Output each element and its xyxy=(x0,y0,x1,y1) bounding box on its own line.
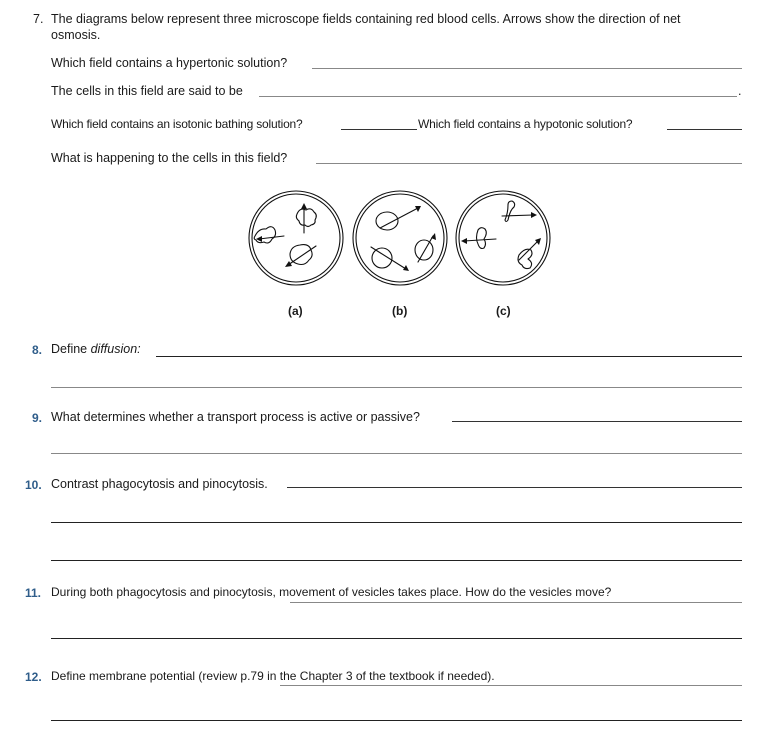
answer-line[interactable] xyxy=(452,421,742,422)
answer-line[interactable] xyxy=(316,163,742,164)
prompt-hypertonic: Which field contains a hypertonic solution? xyxy=(51,56,288,70)
normal-cell xyxy=(376,212,398,230)
microscope-field-b xyxy=(353,191,447,285)
normal-cell xyxy=(415,240,433,260)
field-label-a: (a) xyxy=(288,304,303,318)
question-text-continued: osmosis. xyxy=(51,28,101,42)
question-term: diffusion: xyxy=(90,342,141,356)
question-text: Contrast phagocytosis and pinocytosis. xyxy=(51,477,268,491)
question-number: 10. xyxy=(25,478,42,492)
answer-line[interactable] xyxy=(51,522,742,523)
question-text-prefix: Define xyxy=(51,342,91,356)
answer-line[interactable] xyxy=(290,602,742,603)
question-number: 8. xyxy=(32,343,43,357)
question-text: Define membrane potential (review p.79 in the Chapter 3 of the textbook if needed). xyxy=(51,669,495,683)
answer-line[interactable] xyxy=(51,560,742,561)
question-text: The diagrams below represent three microscope fields containing red blood cells. Arrows show the direction of net xyxy=(51,12,681,26)
period: . xyxy=(738,84,742,98)
prompt-isotonic: Which field contains an isotonic bathing solution? xyxy=(51,117,303,131)
question-number: 11. xyxy=(25,586,42,600)
answer-line[interactable] xyxy=(156,356,742,357)
answer-line[interactable] xyxy=(51,387,742,388)
prompt-happening: What is happening to the cells in this field? xyxy=(51,151,288,165)
question-number: 9. xyxy=(32,411,43,425)
swollen-cell xyxy=(505,201,515,222)
swollen-cell xyxy=(477,228,487,249)
answer-line[interactable] xyxy=(341,129,417,130)
field-label-b: (b) xyxy=(392,304,408,318)
answer-line[interactable] xyxy=(51,720,742,721)
answer-line[interactable] xyxy=(280,685,742,686)
answer-line[interactable] xyxy=(51,453,742,454)
question-text xyxy=(51,342,141,357)
answer-line[interactable] xyxy=(259,96,737,97)
question-text: What determines whether a transport process is active or passive? xyxy=(51,410,420,424)
answer-line[interactable] xyxy=(287,487,742,488)
question-number: 7. xyxy=(33,12,44,26)
question-text: During both phagocytosis and pinocytosis, movement of vesicles takes place. How do the vesicles move? xyxy=(51,585,612,599)
microscope-field-c xyxy=(456,191,550,285)
crenated-cell xyxy=(254,227,275,243)
answer-line[interactable] xyxy=(51,638,742,639)
microscope-field-a xyxy=(249,191,343,285)
crenated-cell xyxy=(296,209,316,227)
question-number: 12. xyxy=(25,670,42,684)
prompt-said-to-be: The cells in this field are said to be xyxy=(51,84,243,98)
prompt-hypotonic: Which field contains a hypotonic solution? xyxy=(418,117,633,131)
answer-line[interactable] xyxy=(312,68,742,69)
microscope-fields-diagram xyxy=(240,188,560,288)
answer-line[interactable] xyxy=(667,129,742,130)
field-label-c: (c) xyxy=(496,304,511,318)
